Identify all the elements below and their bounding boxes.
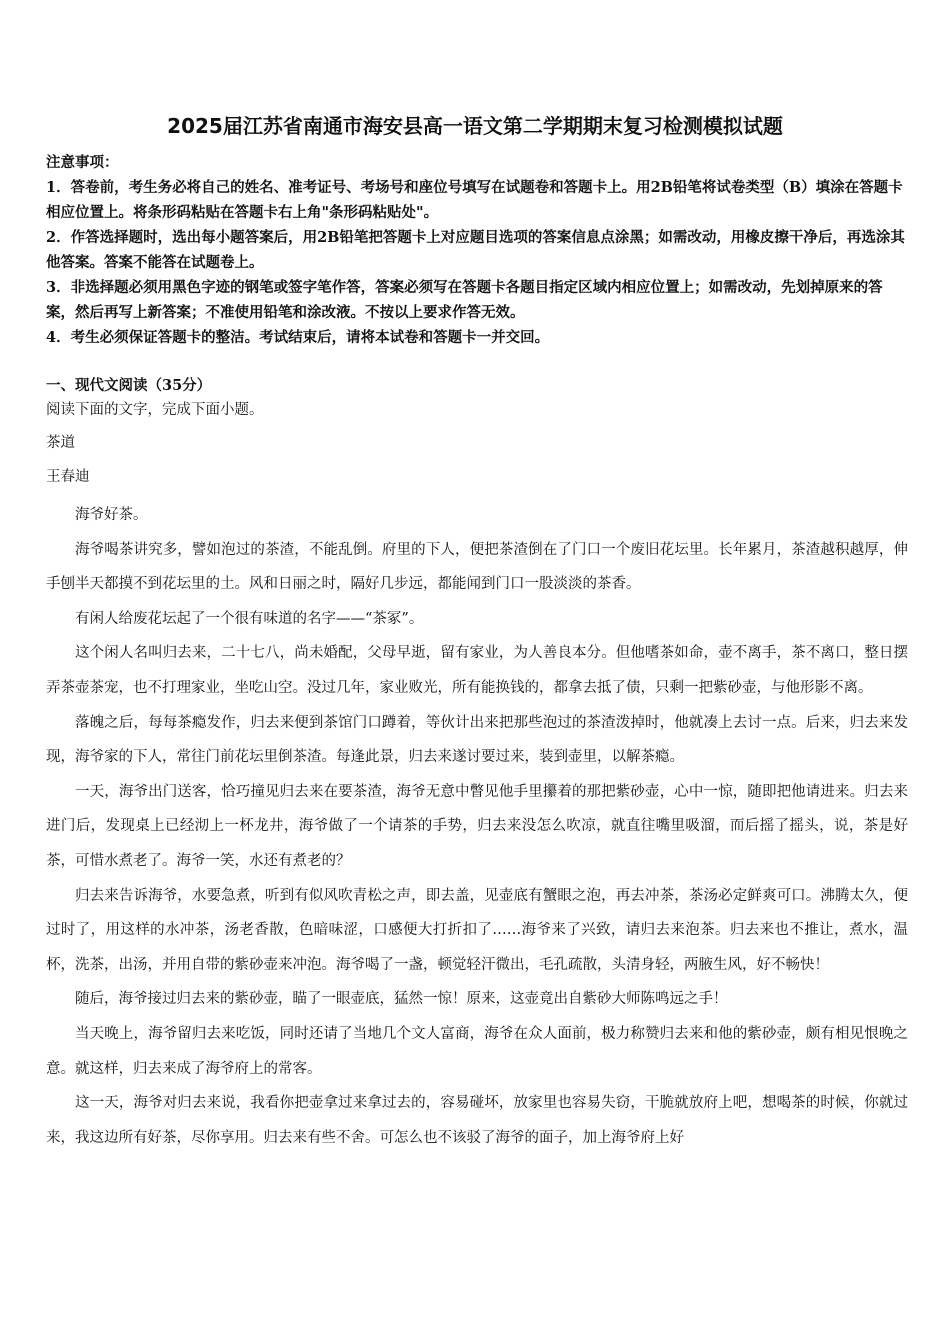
notice-block — [46, 150, 908, 350]
paragraph: 有闲人给废花坛起了一个很有味道的名字——“茶冢”。 — [75, 610, 424, 627]
article-body — [46, 498, 908, 1155]
exam-title: 2025届江苏省南通市海安县高一语文第二学期期末复习检测模拟试题 — [167, 114, 783, 138]
article-author: 王春迪 — [46, 469, 90, 485]
paragraph: 这个闲人名叫归去来，二十七八，尚未婚配，父母早逝，留有家业，为人善良本分。但他嗜茶如命，壶不离手，茶不离口，整日摆弄茶壶茶宠，也不打理家业，坐吃山空。没过几年，家业败光，所有能换钱的，都拿去抵了债，只剩一把紫砂壶，与他形影不离。 — [46, 645, 908, 696]
section-heading: 一、现代文阅读（35分） — [46, 377, 212, 394]
paragraph: 这一天，海爷对归去来说，我看你把壶拿过来拿过去的，容易碰坏，放家里也容易失窃，干脆就放府上吧，想喝茶的时候，你就过来，我这边所有好茶，尽你享用。归去来有些不舍。可怎么也不该驳了海爷的面子，加上海爷府上好 — [46, 1095, 908, 1146]
paragraph: 当天晚上，海爷留归去来吃饭，同时还请了当地几个文人富商，海爷在众人面前，极力称赞归去来和他的紫砂壶，颇有相见恨晚之意。就这样，归去来成了海爷府上的常客。 — [46, 1025, 908, 1077]
notice-item-3: 3．非选择题必须用黑色字迹的钢笔或签字笔作答，答案必须写在答题卡各题目指定区域内相应位置上；如需改动，先划掉原来的答案，然后再写上新答案；不准使用铅笔和涂改液。不按以上要求作答无效。 — [46, 279, 883, 321]
paragraph: 落魄之后，每每茶瘾发作，归去来便到茶馆门口蹲着，等伙计出来把那些泡过的茶渣泼掉时，他就凑上去讨一点。后来，归去来发现，海爷家的下人，常往门前花坛里倒茶渣。每逢此景，归去来遂讨要过来，装到壶里，以解茶瘾。 — [46, 714, 908, 766]
notice-heading: 注意事项： — [46, 154, 119, 171]
paragraph: 随后，海爷接过归去来的紫砂壶，瞄了一眼壶底，猛然一惊！原来，这壶竟出自紫砂大师陈鸣远之手！ — [75, 991, 728, 1008]
paragraph: 海爷喝茶讲究多，譬如泡过的茶渣，不能乱倒。府里的下人，便把茶渣倒在了门口一个废旧花坛里。长年累月，茶渣越积越厚，伸手刨半天都摸不到花坛里的土。风和日丽之时，隔好几步远，都能闻到门口一股淡淡的茶香。 — [46, 541, 908, 593]
notice-item-4: 4．考生必须保证答题卡的整洁。考试结束后，请将本试卷和答题卡一并交回。 — [46, 329, 550, 346]
paragraph: 一天，海爷出门送客，恰巧撞见归去来在要茶渣，海爷无意中瞥见他手里攥着的那把紫砂壶，心中一惊，随即把他请进来。归去来进门后，发现桌上已经沏上一杯龙井，海爷做了一个请茶的手势，归去来没怎么吹凉，就直往嘴里吸溜，而后摇了摇头，说，茶是好茶，可惜水煮老了。海爷一笑，水还有煮老的？ — [46, 783, 908, 869]
paragraph: 归去来告诉海爷，水要急煮，听到有似风吹青松之声，即去盖，见壶底有蟹眼之泡，再去冲茶，茶汤必定鲜爽可口。沸腾太久，便过时了，用这样的水冲茶，汤老香散，色暗味涩，口感便大打折扣了……海爷来了兴致，请归去来泡茶。归去来也不推让，煮水，温杯，洗茶，出汤，并用自带的紫砂壶来冲泡。海爷喝了一盏，顿觉轻汗微出，毛孔疏散，头清身轻，两腋生风，好不畅快！ — [46, 887, 908, 973]
reading-section-header — [46, 374, 908, 490]
notice-item-2: 2．作答选择题时，选出每小题答案后，用2B铅笔把答题卡上对应题目选项的答案信息点涂黑；如需改动，用橡皮擦干净后，再选涂其他答案。答案不能答在试题卷上。 — [46, 229, 905, 271]
paragraph: 海爷好茶。 — [75, 507, 148, 523]
notice-item-1: 1．答卷前，考生务必将自己的姓名、准考证号、考场号和座位号填写在试题卷和答题卡上。用2B铅笔将试卷类型（B）填涂在答题卡相应位置上。将条形码粘贴在答题卡右上角"条形码粘贴处"。 — [46, 179, 903, 221]
section-instruction: 阅读下面的文字，完成下面小题。 — [46, 402, 264, 418]
article-title: 茶道 — [46, 435, 75, 451]
